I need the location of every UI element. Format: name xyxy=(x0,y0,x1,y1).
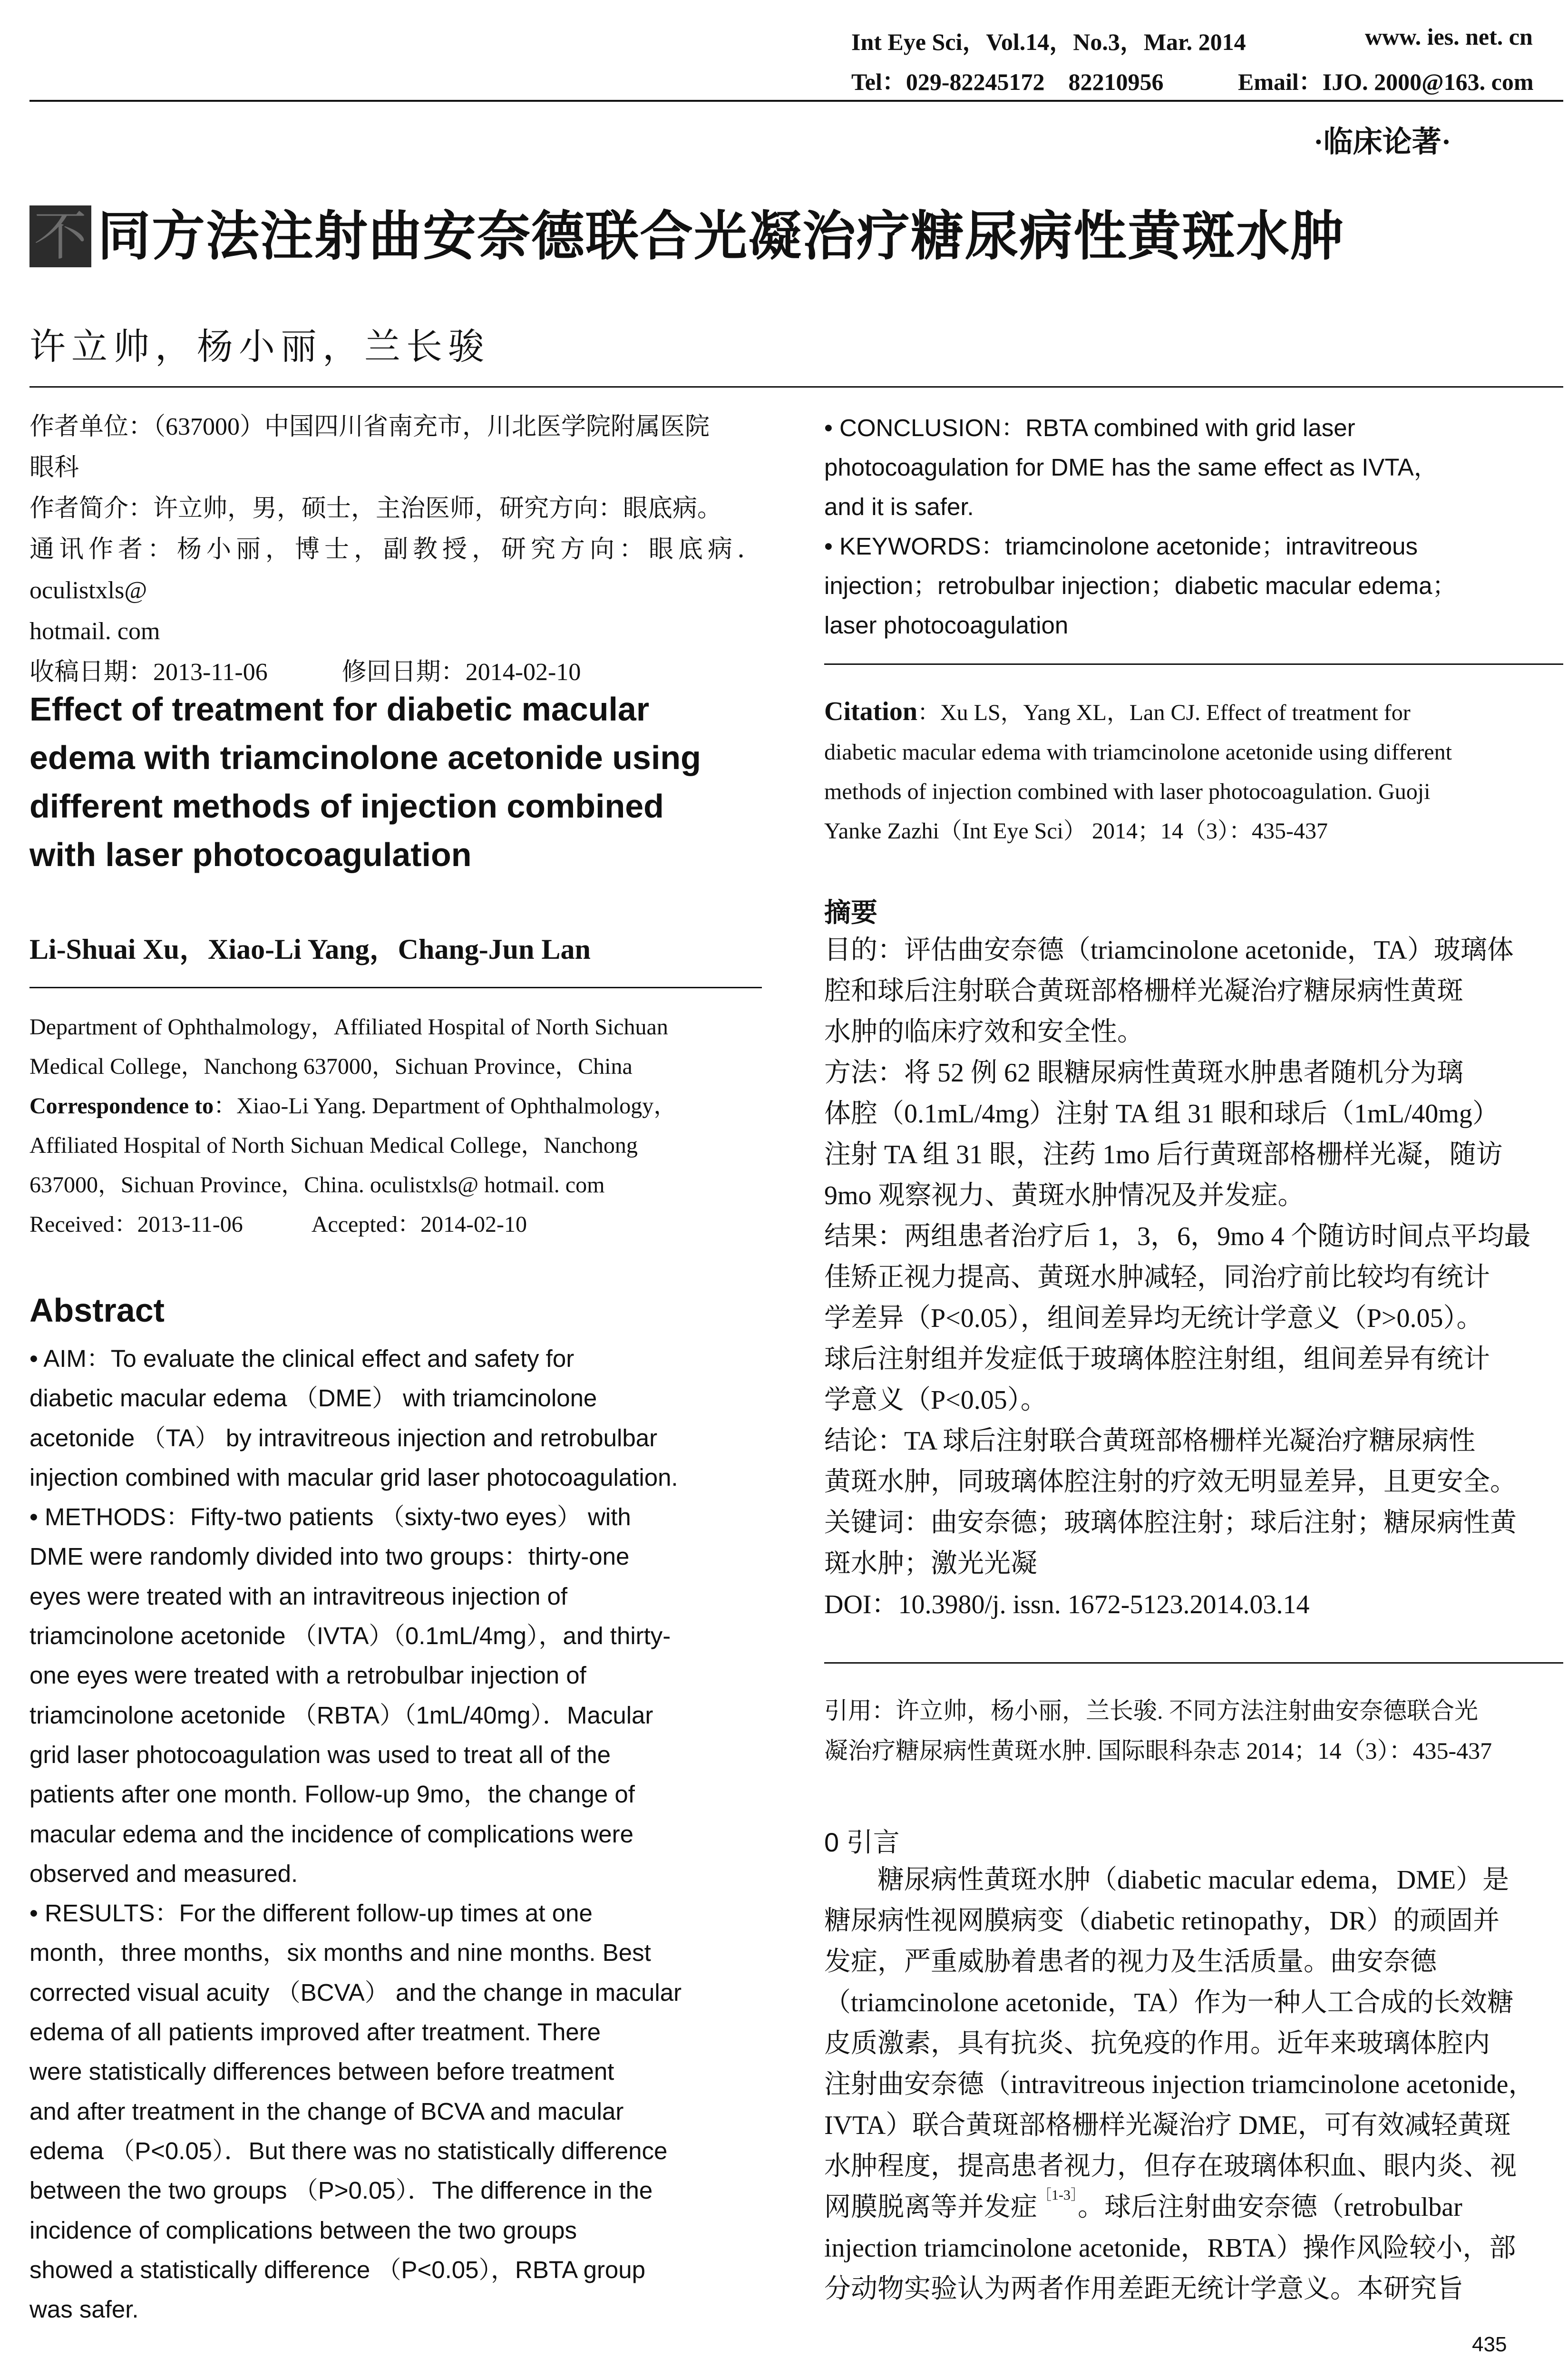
title-rule xyxy=(29,386,1563,388)
intro-body: 糖尿病性黄斑水肿（diabetic macular edema，DME）是 糖尿病性视网膜病变（diabetic retinopathy，DR）的顽固并 发症，严重威胁着患者的视力及生活质量。曲安奈德 （triamcinolone acetonide，TA）作为一种人工合成的长效糖 皮质激素，具有抗炎、抗免疫的作用。近年来玻璃体腔内 注射曲安奈德（intravitreous injection triamcinolone acetonide， IVTA）联合黄斑部格栅样光凝治疗 DME，可有效减轻黄斑 水肿程度，提高患者视力，但存在玻璃体积血、眼内炎、视 网膜脱离等并发症$^{[1-3]}$。球后注射曲安奈德（retrobulbar injection triamcinolone acetonide，RBTA）操作风险较小，部 分动物实验认为两者作用差距无统计学意义。本研究旨 xyxy=(824,1865,1535,2304)
section-tag: ·临床论著· xyxy=(1314,126,1451,158)
header-rule xyxy=(29,100,1563,102)
page-number: 435 xyxy=(1472,2333,1507,2356)
zh-abstract-rule xyxy=(824,1662,1563,1664)
journal-tel: Tel：029-82245172 82210956 xyxy=(851,68,1164,95)
authors-cn: 许立帅，杨小丽，兰长骏 xyxy=(29,327,490,367)
journal-website: www. ies. net. cn xyxy=(1365,23,1533,50)
citation-cn: 引用：许立帅，杨小丽，兰长骏. 不同方法注射曲安奈德联合光 凝治疗糖尿病性黄斑水肿. 国际眼科杂志 2014；14（3）：435-437 xyxy=(824,1697,1492,1764)
abstract-body: • AIM：To evaluate the clinical effect and safety for diabetic macular edema （DME） with triamcinolone acetonide （TA） by intravitreous injection and retrobulbar injection combined with macular grid laser photocoagulation. • METHODS：Fifty-two patients （sixty-two eyes） with DME were randomly divided into two groups：thirty-one eyes were treated with an intravitreous injection of triamcinolone acetonide （IVTA）（0.1mL/4mg），and thirty- one eyes were treated with a retrobulbar injection of triamcinolone acetonide （RBTA）（1mL/40mg）．Macular grid laser photocoagulation was used to treat all of the patients after one month. Follow-up 9mo，the change of macular edema and the incidence of complications were observed and measured. • RESULTS：For the different follow-up times at one month，three months，six months and nine months. Best corrected visual acuity （BCVA） and the change in macular edema of all patients improved after treatment. There were statistically differences between before treatment and after treatment in the change of BCVA and macular edema （P<0.05）．But there was no statistically difference between the two groups （P>0.05）．The difference in the incidence of complications between the two groups showed a statistically difference （P<0.05），RBTA group was safer. xyxy=(29,1345,682,2323)
citation-en: Citation：Xu LS，Yang XL，Lan CJ. Effect of treatment for diabetic macular edema with triamcinolone acetonide using different methods of injection combined with laser photocoagulation. Guoji Yanke Zazhi（Int Eye Sci） 2014；14（3）：435-437 xyxy=(824,697,1452,844)
affiliation-cn: 作者单位：（637000）中国四川省南充市，川北医学院附属医院 眼科 作者简介：许立帅，男，硕士，主治医师，研究方向：眼底病。 通讯作者：杨小丽，博士，副教授，研究方向：眼底病． oculistxls@ hotmail. com 收稿日期：2013-11-06 修回日期：2014-02-10 xyxy=(29,413,762,686)
authors-rule xyxy=(29,987,762,988)
intro-heading: 0 引言 xyxy=(824,1827,900,1857)
title-en: Effect of treatment for diabetic macular edema with triamcinolone acetonide using different methods of injection combined with laser photocoagulation xyxy=(29,691,701,873)
journal-info: Int Eye Sci，Vol.14，No.3，Mar. 2014 xyxy=(851,29,1246,55)
reference-superscript[interactable]: ［1-3］ xyxy=(1037,2187,1078,2203)
journal-email: Email：IJO. 2000@163. com xyxy=(1238,68,1534,95)
abstract-conclusion: • CONCLUSION：RBTA combined with grid laser photocoagulation for DME has the same effect as IVTA， and it is safer. • KEYWORDS：triamcinolone acetonide；intravitreous injection；retrobulbar injection；diabetic macular edema； laser photocoagulation xyxy=(824,414,1457,639)
abstract-heading: Abstract xyxy=(29,1292,165,1329)
zh-abstract-heading: 摘要 xyxy=(824,898,877,928)
keywords-rule xyxy=(824,663,1563,665)
authors-en: Li-Shuai Xu，Xiao-Li Yang，Chang-Jun Lan xyxy=(29,934,591,965)
title-initial: 不 xyxy=(29,205,91,267)
zh-abstract-body: 目的：评估曲安奈德（triamcinolone acetonide，TA）玻璃体 腔和球后注射联合黄斑部格栅样光凝治疗糖尿病性黄斑 水肿的临床疗效和安全性。 方法：将 52 例 62 眼糖尿病性黄斑水肿患者随机分为璃 体腔（0.1mL/4mg）注射 TA 组 31 眼和球后（1mL/40mg） 注射 TA 组 31 眼，注药 1mo 后行黄斑部格栅样光凝，随访 9mo 观察视力、黄斑水肿情况及并发症。 结果：两组患者治疗后 1，3，6，9mo 4 个随访时间点平均最 佳矫正视力提高、黄斑水肿减轻，同治疗前比较均有统计 学差异（P<0.05），组间差异均无统计学意义（P>0.05）。 球后注射组并发症低于玻璃体腔注射组，组间差异有统计 学意义（P<0.05）。 结论：TA 球后注射联合黄斑部格栅样光凝治疗糖尿病性 黄斑水肿，同玻璃体腔注射的疗效无明显差异，且更安全。 关键词：曲安奈德；玻璃体腔注射；球后注射；糖尿病性黄 斑水肿；激光光凝 DOI：10.3980/j. issn. 1672-5123.2014.03.14 xyxy=(824,935,1531,1619)
affiliation-en: Department of Ophthalmology，Affiliated Hospital of North Sichuan Medical College，Nanchong 637000，Sichuan Province，China Correspondence to：Xiao-Li Yang. Department of Ophthalmology， Affiliated Hospital of North Sichuan Medical College，Nanchong 637000，Sichuan Province，China. oculistxls@ hotmail. com Received：2013-11-06 Accepted：2014-02-10 xyxy=(29,1014,677,1237)
title-cn: 同方法注射曲安奈德联合光凝治疗糖尿病性黄斑水肿 xyxy=(97,205,1344,267)
